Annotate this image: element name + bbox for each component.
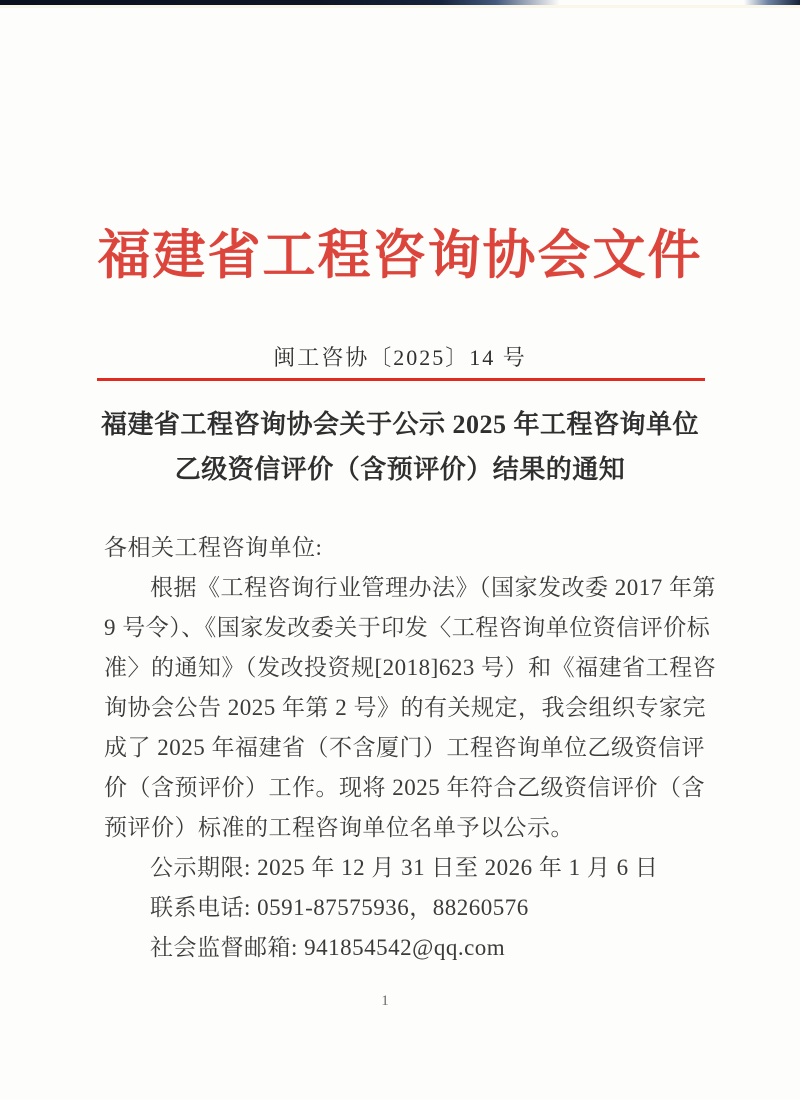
document-body [104, 528, 717, 968]
salutation: 各相关工程咨询单位: [104, 535, 323, 560]
body-line: 根据《工程咨询行业管理办法》（国家发改委 2017 年第 [150, 575, 716, 600]
red-divider-line [97, 378, 705, 381]
body-line: 准〉的通知》（发改投资规[2018]623 号）和《福建省工程咨 [104, 655, 717, 680]
body-line: 成了 2025 年福建省（不含厦门）工程咨询单位乙级资信评 [104, 735, 705, 760]
body-line: 预评价）标准的工程咨询单位名单予以公示。 [104, 815, 574, 840]
body-line: 询协会公告 2025 年第 2 号》的有关规定，我会组织专家完 [104, 695, 706, 720]
supervision-email: 社会监督邮箱: 941854542@qq.com [150, 935, 506, 960]
contact-phone: 联系电话: 0591-87575936，88260576 [150, 895, 529, 920]
scan-tint-artifact [0, 5, 800, 8]
document-number: 闽工咨协〔2025〕14 号 [273, 345, 527, 370]
notice-title [60, 402, 740, 492]
notice-title-line-1: 福建省工程咨询协会关于公示 2025 年工程咨询单位 [100, 410, 699, 439]
body-line: 9 号令）、《国家发改委关于印发〈工程咨询单位资信评价标 [104, 615, 711, 640]
notice-title-line-2: 乙级资信评价（含预评价）结果的通知 [174, 455, 626, 484]
body-line: 价（含预评价）工作。现将 2025 年符合乙级资信评价（含 [104, 775, 705, 800]
page-number: 1 [381, 993, 389, 1009]
publicity-period: 公示期限: 2025 年 12 月 31 日至 2026 年 1 月 6 日 [150, 855, 659, 880]
letterhead-title: 福建省工程咨询协会文件 [97, 227, 703, 285]
